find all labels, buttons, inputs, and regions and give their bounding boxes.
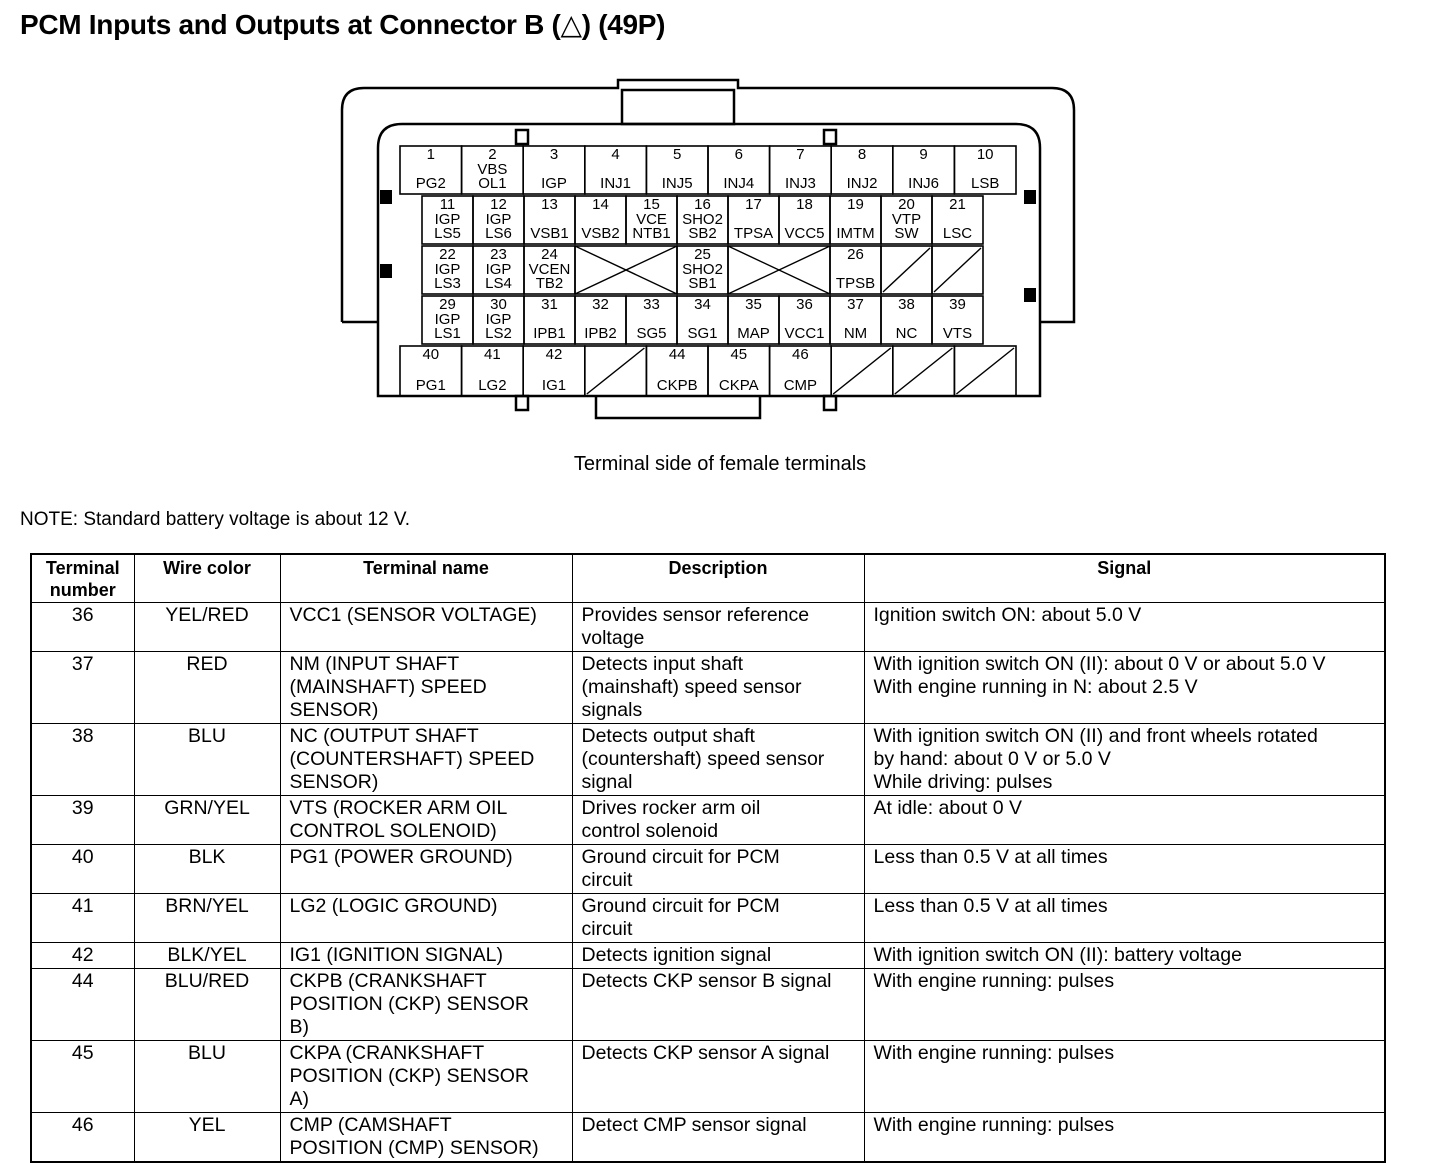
terminal-number: 9 bbox=[919, 146, 928, 163]
cell-terminal-number: 40 bbox=[31, 845, 134, 894]
cell-terminal-number: 37 bbox=[31, 652, 134, 724]
terminal-label: VTP bbox=[891, 211, 922, 228]
terminal-label: VCC5 bbox=[784, 225, 825, 242]
header-terminal-line: Terminal bbox=[45, 558, 120, 578]
blank-cavity-slash bbox=[895, 348, 953, 394]
cell-terminal-number: 39 bbox=[31, 796, 134, 845]
terminal-label: IGP bbox=[434, 311, 461, 328]
terminal-label: CMP bbox=[783, 377, 818, 394]
terminal-number: 2 bbox=[488, 146, 497, 163]
terminal-number: 19 bbox=[847, 196, 864, 213]
terminal-number: 1 bbox=[426, 146, 435, 163]
page-title: PCM Inputs and Outputs at Connector B (△) (49P) bbox=[20, 9, 666, 40]
terminal-label: INJ3 bbox=[784, 175, 816, 192]
cell-terminal-name bbox=[280, 724, 572, 796]
cell-terminal-name bbox=[280, 1113, 572, 1163]
cell-description bbox=[572, 943, 864, 969]
terminal-label: LSB bbox=[971, 175, 1000, 192]
terminal-label: IGP bbox=[434, 211, 461, 228]
cell-terminal-name-line: VTS (ROCKER ARM OIL bbox=[289, 797, 508, 819]
terminal-label: NM bbox=[843, 325, 868, 342]
terminal-number: 41 bbox=[484, 346, 501, 363]
terminal-label: INJ1 bbox=[600, 175, 632, 192]
terminal-number: 17 bbox=[745, 196, 762, 213]
cell-signal bbox=[864, 796, 1385, 845]
terminal-label: SG5 bbox=[636, 325, 667, 342]
cell-terminal-number: 36 bbox=[31, 603, 134, 652]
terminal-label: TPSB bbox=[835, 275, 876, 292]
cell-signal bbox=[864, 1113, 1385, 1163]
table-row bbox=[31, 894, 1385, 943]
table-row bbox=[31, 845, 1385, 894]
terminal-number: 31 bbox=[541, 296, 558, 313]
terminal-label: VTS bbox=[942, 325, 973, 342]
cell-signal bbox=[864, 969, 1385, 1041]
terminal-label: SB1 bbox=[688, 275, 717, 292]
cell-terminal-number: 46 bbox=[31, 1113, 134, 1163]
header-terminal-name: Terminal name bbox=[280, 554, 572, 603]
terminal-number: 7 bbox=[796, 146, 805, 163]
io-table bbox=[30, 553, 1386, 1163]
terminal-label: SB2 bbox=[688, 225, 717, 242]
cell-description-line: circuit bbox=[581, 869, 633, 891]
terminal-label: VCEN bbox=[528, 261, 571, 278]
terminal-number: 44 bbox=[668, 346, 686, 363]
terminal-number: 29 bbox=[439, 296, 456, 313]
cell-signal bbox=[864, 1041, 1385, 1113]
terminal-label: LG2 bbox=[478, 377, 507, 394]
cell-terminal-name-line: CMP (CAMSHAFT bbox=[289, 1114, 452, 1136]
cell-description-line: voltage bbox=[581, 627, 645, 649]
terminal-label: IGP bbox=[485, 311, 512, 328]
terminal-label: TB2 bbox=[535, 275, 564, 292]
cell-description bbox=[572, 603, 864, 652]
cell-description bbox=[572, 652, 864, 724]
terminal-label: IPB1 bbox=[533, 325, 566, 342]
terminal-number: 8 bbox=[857, 146, 867, 163]
terminal-label: LS5 bbox=[434, 225, 461, 242]
terminal-label: MAP bbox=[737, 325, 770, 342]
cell-wire-color: BRN/YEL bbox=[134, 894, 280, 943]
cell-signal-line: With engine running: pulses bbox=[873, 1042, 1115, 1064]
cell-description-line: Detects CKP sensor B signal bbox=[581, 970, 832, 992]
cell-terminal-name-line: NM (INPUT SHAFT bbox=[289, 653, 460, 675]
terminal-label: LSC bbox=[942, 225, 973, 242]
terminal-number: 46 bbox=[792, 346, 809, 363]
cell-signal-line: While driving: pulses bbox=[873, 771, 1053, 793]
cell-signal-line: Less than 0.5 V at all times bbox=[873, 895, 1108, 917]
cell-terminal-name-line: POSITION (CMP) SENSOR) bbox=[289, 1137, 539, 1159]
terminal-number: 5 bbox=[673, 146, 682, 163]
cell-terminal-name bbox=[280, 1041, 572, 1113]
connector-diagram bbox=[0, 0, 1440, 440]
cell-description-line: Detects input shaft bbox=[581, 653, 744, 675]
cell-terminal-name-line: (COUNTERSHAFT) SPEED bbox=[289, 748, 535, 770]
cell-terminal-name bbox=[280, 652, 572, 724]
terminal-label: LS2 bbox=[485, 325, 512, 342]
terminal-number: 32 bbox=[592, 296, 609, 313]
terminal-label: IMTM bbox=[836, 225, 875, 242]
terminal-label: SHO2 bbox=[682, 211, 723, 228]
terminal-label: VSB1 bbox=[530, 225, 569, 242]
cell-description-line: signals bbox=[581, 699, 643, 721]
table-row bbox=[31, 1113, 1385, 1163]
cell-description-line: control solenoid bbox=[581, 820, 719, 842]
terminal-number: 4 bbox=[611, 146, 620, 163]
cell-terminal-name-line: (MAINSHAFT) SPEED bbox=[289, 676, 487, 698]
terminal-label: SG1 bbox=[687, 325, 718, 342]
terminal-number: 20 bbox=[898, 196, 915, 213]
terminal-number: 40 bbox=[422, 346, 440, 363]
terminal-label: VSB2 bbox=[581, 225, 620, 242]
terminal-label: OL1 bbox=[478, 175, 507, 192]
terminal-number: 23 bbox=[490, 246, 507, 263]
table-row bbox=[31, 1041, 1385, 1113]
terminal-label: TPSA bbox=[733, 225, 774, 242]
terminal-label: NC bbox=[895, 325, 918, 342]
cell-description bbox=[572, 1041, 864, 1113]
diagram-caption: Terminal side of female terminals bbox=[573, 453, 867, 475]
terminal-label: IGP bbox=[485, 211, 512, 228]
terminal-label: IPB2 bbox=[584, 325, 617, 342]
blank-cavity-slash bbox=[883, 248, 930, 292]
cell-terminal-name bbox=[280, 969, 572, 1041]
cell-signal-line: With ignition switch ON (II): about 0 V or about 5.0 V bbox=[873, 653, 1326, 675]
terminal-label: PG2 bbox=[415, 175, 446, 192]
table-row bbox=[31, 724, 1385, 796]
cell-signal-line: Less than 0.5 V at all times bbox=[873, 846, 1108, 868]
cell-signal-line: With ignition switch ON (II): battery voltage bbox=[873, 944, 1242, 966]
cell-terminal-number: 42 bbox=[31, 943, 134, 969]
terminal-label: VCE bbox=[636, 211, 667, 228]
cell-terminal-name-line: SENSOR) bbox=[289, 771, 379, 793]
terminal-label: IGP bbox=[434, 261, 461, 278]
terminal-label: INJ4 bbox=[723, 175, 755, 192]
cell-terminal-name-line: PG1 (POWER GROUND) bbox=[289, 846, 513, 868]
terminal-number: 33 bbox=[643, 296, 660, 313]
cell-signal-line: Ignition switch ON: about 5.0 V bbox=[873, 604, 1142, 626]
cell-wire-color: BLU/RED bbox=[134, 969, 280, 1041]
cell-description bbox=[572, 894, 864, 943]
cell-terminal-number: 41 bbox=[31, 894, 134, 943]
blank-cavity-slash bbox=[956, 348, 1014, 394]
terminal-number: 12 bbox=[490, 196, 507, 213]
terminal-label: INJ5 bbox=[661, 175, 693, 192]
cell-description-line: Detects output shaft bbox=[581, 725, 755, 747]
terminal-number: 14 bbox=[592, 196, 609, 213]
cell-description-line: Detects CKP sensor A signal bbox=[581, 1042, 830, 1064]
terminal-label: CKPB bbox=[656, 377, 698, 394]
cell-description bbox=[572, 724, 864, 796]
terminal-number: 11 bbox=[439, 196, 456, 213]
terminal-number: 18 bbox=[796, 196, 813, 213]
cell-wire-color: BLK bbox=[134, 845, 280, 894]
cell-terminal-name-line: B) bbox=[289, 1016, 309, 1038]
header-wire-color: Wire color bbox=[134, 554, 280, 603]
terminal-number: 42 bbox=[545, 346, 563, 363]
cell-terminal-name bbox=[280, 603, 572, 652]
terminal-number: 45 bbox=[730, 346, 748, 363]
terminal-number: 37 bbox=[847, 296, 864, 313]
cell-description-line: (countershaft) speed sensor bbox=[581, 748, 825, 770]
terminal-number: 25 bbox=[694, 246, 711, 263]
cell-signal-line: With engine running: pulses bbox=[873, 970, 1115, 992]
cell-signal-line: At idle: about 0 V bbox=[873, 797, 1023, 819]
cell-description-line: circuit bbox=[581, 918, 633, 940]
terminal-number: 10 bbox=[976, 146, 994, 163]
cell-signal bbox=[864, 652, 1385, 724]
cell-terminal-name bbox=[280, 845, 572, 894]
cell-signal-line: With engine running in N: about 2.5 V bbox=[873, 676, 1198, 698]
terminal-number: 22 bbox=[439, 246, 456, 263]
cell-description-line: (mainshaft) speed sensor bbox=[581, 676, 802, 698]
cell-description-line: Ground circuit for PCM bbox=[581, 846, 780, 868]
cell-description-line: Detect CMP sensor signal bbox=[581, 1114, 807, 1136]
blank-cavity-slash bbox=[934, 248, 981, 292]
terminal-number: 21 bbox=[949, 196, 966, 213]
cell-wire-color: YEL bbox=[134, 1113, 280, 1163]
cell-terminal-name-line: VCC1 (SENSOR VOLTAGE) bbox=[289, 604, 537, 626]
cell-wire-color: BLK/YEL bbox=[134, 943, 280, 969]
cell-terminal-name-line: CKPB (CRANKSHAFT bbox=[289, 970, 487, 992]
cell-signal bbox=[864, 845, 1385, 894]
terminal-label: IGP bbox=[485, 261, 512, 278]
terminal-label: SW bbox=[894, 225, 919, 242]
terminal-number: 3 bbox=[549, 146, 559, 163]
header-terminal-line: number bbox=[49, 580, 116, 600]
cell-wire-color: YEL/RED bbox=[134, 603, 280, 652]
table-row bbox=[31, 652, 1385, 724]
table-row bbox=[31, 943, 1385, 969]
terminal-label: SHO2 bbox=[682, 261, 723, 278]
terminal-number: 15 bbox=[643, 196, 660, 213]
cell-signal bbox=[864, 894, 1385, 943]
table-header-row bbox=[31, 554, 1385, 603]
cell-terminal-name-line: NC (OUTPUT SHAFT bbox=[289, 725, 479, 747]
cell-wire-color: BLU bbox=[134, 1041, 280, 1113]
terminal-label: CKPA bbox=[718, 377, 759, 394]
terminal-label: LS6 bbox=[485, 225, 512, 242]
cell-terminal-name bbox=[280, 796, 572, 845]
header-description: Description bbox=[572, 554, 864, 603]
cell-terminal-name-line: A) bbox=[289, 1088, 309, 1110]
cell-description-line: signal bbox=[581, 771, 633, 793]
cell-terminal-name bbox=[280, 894, 572, 943]
cell-terminal-name-line: POSITION (CKP) SENSOR bbox=[289, 1065, 529, 1087]
cell-terminal-name-line: CKPA (CRANKSHAFT bbox=[289, 1042, 485, 1064]
cell-signal-line: With ignition switch ON (II) and front wheels rotated bbox=[873, 725, 1318, 747]
cell-description-line: Provides sensor reference bbox=[581, 604, 810, 626]
blank-cavity-slash bbox=[833, 348, 891, 394]
terminal-number: 34 bbox=[694, 296, 711, 313]
cell-terminal-number: 44 bbox=[31, 969, 134, 1041]
terminal-number: 16 bbox=[694, 196, 711, 213]
terminal-label: INJ2 bbox=[846, 175, 878, 192]
terminal-number: 36 bbox=[796, 296, 813, 313]
cell-signal bbox=[864, 724, 1385, 796]
terminal-number: 39 bbox=[949, 296, 966, 313]
cell-description bbox=[572, 796, 864, 845]
cell-wire-color: RED bbox=[134, 652, 280, 724]
terminal-label: VCC1 bbox=[784, 325, 825, 342]
cell-description bbox=[572, 969, 864, 1041]
cell-description-line: Ground circuit for PCM bbox=[581, 895, 780, 917]
terminal-label: INJ6 bbox=[908, 175, 940, 192]
cell-description-line: Drives rocker arm oil bbox=[581, 797, 761, 819]
cell-wire-color: BLU bbox=[134, 724, 280, 796]
terminal-label: LS3 bbox=[434, 275, 461, 292]
terminal-number: 38 bbox=[898, 296, 915, 313]
blank-cavity-slash bbox=[587, 348, 645, 394]
cell-signal bbox=[864, 943, 1385, 969]
cell-terminal-name-line: SENSOR) bbox=[289, 699, 379, 721]
terminal-label: LS1 bbox=[434, 325, 461, 342]
header-terminal bbox=[31, 554, 134, 603]
terminal-label: PG1 bbox=[415, 377, 446, 394]
terminal-number: 26 bbox=[847, 246, 864, 263]
terminal-label: LS4 bbox=[485, 275, 512, 292]
cell-terminal-name-line: CONTROL SOLENOID) bbox=[289, 820, 497, 842]
terminal-number: 30 bbox=[490, 296, 507, 313]
table-row bbox=[31, 796, 1385, 845]
cell-signal-line: With engine running: pulses bbox=[873, 1114, 1115, 1136]
table-row bbox=[31, 603, 1385, 652]
cell-terminal-name bbox=[280, 943, 572, 969]
note-text: NOTE: Standard battery voltage is about 12 V. bbox=[20, 509, 411, 530]
terminal-label: IGP bbox=[541, 175, 567, 192]
header-signal: Signal bbox=[864, 554, 1385, 603]
cell-wire-color: GRN/YEL bbox=[134, 796, 280, 845]
cell-description bbox=[572, 845, 864, 894]
cell-terminal-name-line: LG2 (LOGIC GROUND) bbox=[289, 895, 498, 917]
cell-terminal-name-line: IG1 (IGNITION SIGNAL) bbox=[289, 944, 503, 966]
cell-description bbox=[572, 1113, 864, 1163]
terminal-label: IG1 bbox=[541, 377, 567, 394]
terminal-label: VBS bbox=[477, 161, 508, 178]
terminal-number: 24 bbox=[541, 246, 558, 263]
cell-terminal-name-line: POSITION (CKP) SENSOR bbox=[289, 993, 529, 1015]
cell-signal-line: by hand: about 0 V or 5.0 V bbox=[873, 748, 1111, 770]
table-row bbox=[31, 969, 1385, 1041]
cell-description-line: Detects ignition signal bbox=[581, 944, 772, 966]
cell-terminal-number: 45 bbox=[31, 1041, 134, 1113]
terminal-number: 35 bbox=[745, 296, 762, 313]
cell-signal bbox=[864, 603, 1385, 652]
terminal-number: 6 bbox=[734, 146, 743, 163]
cell-terminal-number: 38 bbox=[31, 724, 134, 796]
terminal-number: 13 bbox=[541, 196, 558, 213]
terminal-label: NTB1 bbox=[632, 225, 671, 242]
